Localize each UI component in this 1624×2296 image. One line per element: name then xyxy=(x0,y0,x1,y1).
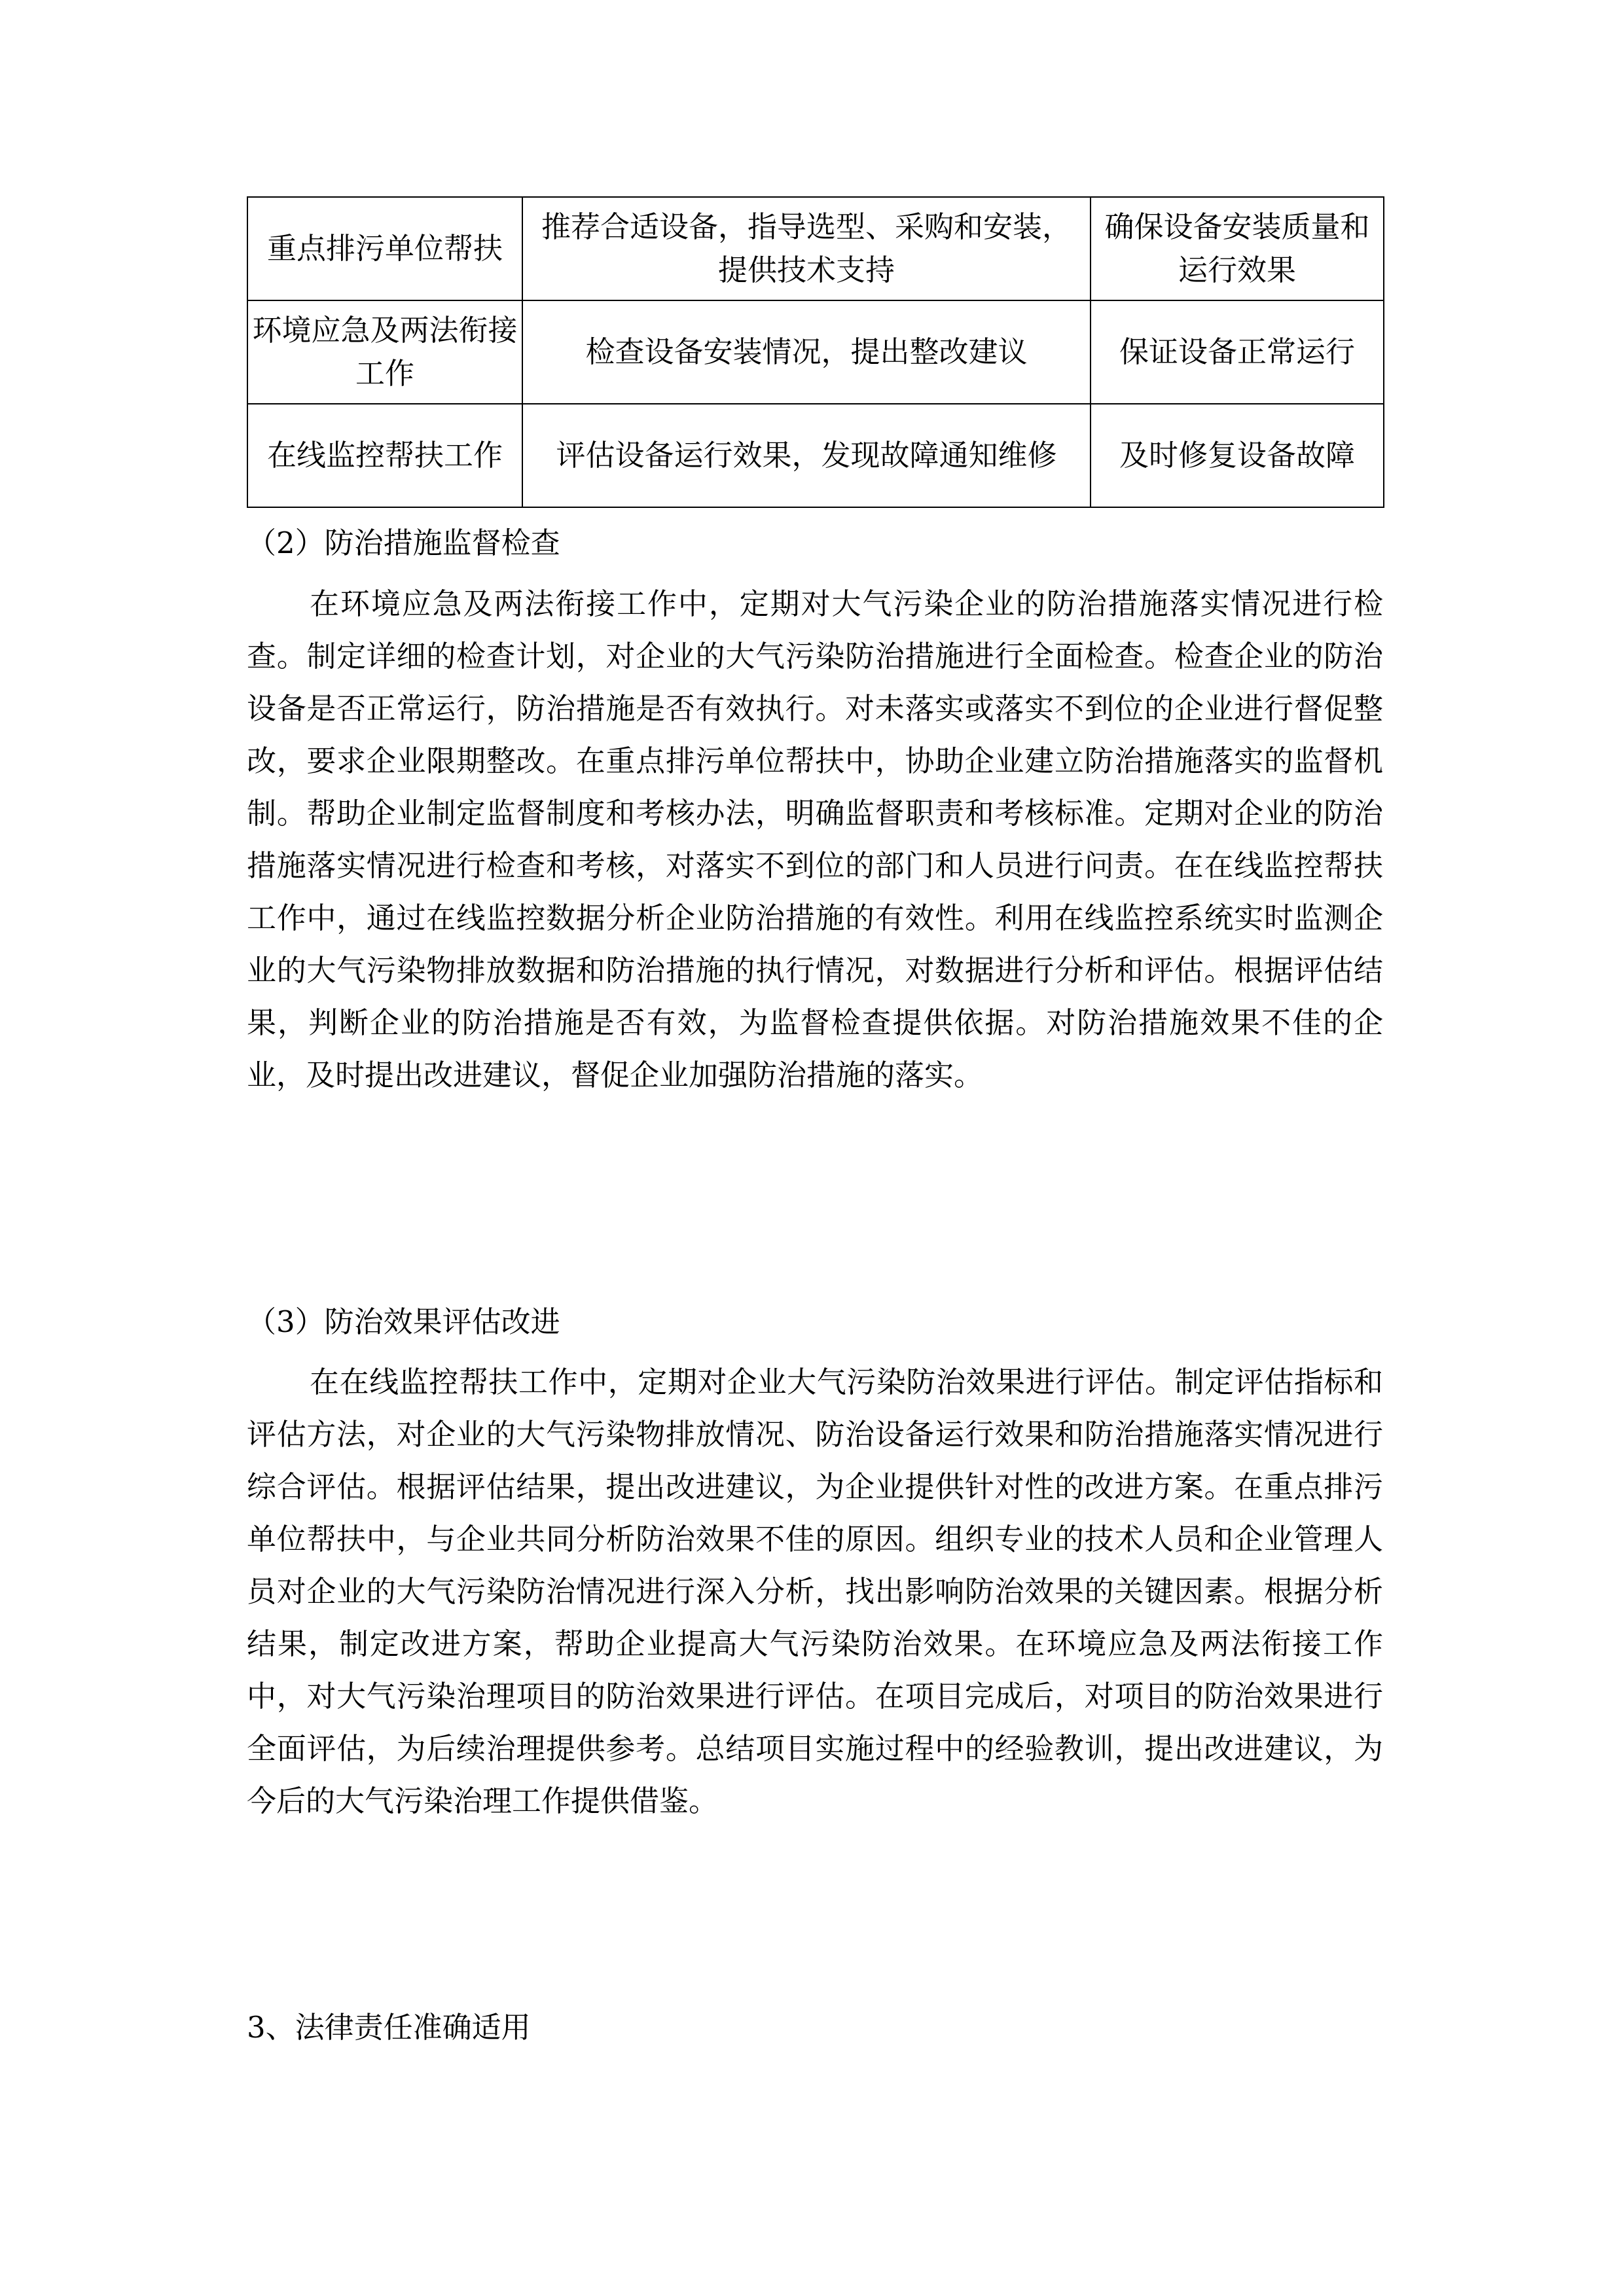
section-body xyxy=(247,578,1383,1102)
table-cell: 在线监控帮扶工作 xyxy=(247,404,522,507)
section-heading: （2）防治措施监督检查 xyxy=(247,526,560,560)
table-row xyxy=(247,197,1384,300)
section-body xyxy=(247,1356,1383,1827)
table-cell: 检查设备安装情况，提出整改建议 xyxy=(522,300,1091,404)
table-cell: 环境应急及两法衔接工作 xyxy=(247,300,522,404)
table-cell: 及时修复设备故障 xyxy=(1091,404,1384,507)
table-cell: 保证设备正常运行 xyxy=(1091,300,1384,404)
section-heading: （3）防治效果评估改进 xyxy=(247,1304,560,1339)
table-row xyxy=(247,404,1384,507)
measures-table xyxy=(247,196,1384,508)
table-cell: 确保设备安装质量和运行效果 xyxy=(1091,197,1384,300)
table-row xyxy=(247,300,1384,404)
paragraph: 在在线监控帮扶工作中，定期对企业大气污染防治效果进行评估。制定评估指标和评估方法，对企业的大气污染物排放情况、防治设备运行效果和防治措施落实情况进行综合评估。根据评估结果，提出改进建议，为企业提供针对性的改进方案。在重点排污单位帮扶中，与企业共同分析防治效果不佳的原因。组织专业的技术人员和企业管理人员对企业的大气污染防治情况进行深入分析，找出影响防治效果的关键因素。根据分析结果，制定改进方案，帮助企业提高大气污染防治效果。在环境应急及两法衔接工作中，对大气污染治理项目的防治效果进行评估。在项目完成后，对项目的防治效果进行全面评估，为后续治理提供参考。总结项目实施过程中的经验教训，提出改进建议，为今后的大气污染治理工作提供借鉴。 xyxy=(247,1365,1383,1818)
section-heading: 3、法律责任准确适用 xyxy=(247,2010,531,2045)
table-cell: 评估设备运行效果，发现故障通知维修 xyxy=(522,404,1091,507)
table-cell: 重点排污单位帮扶 xyxy=(247,197,522,300)
paragraph: 在环境应急及两法衔接工作中，定期对大气污染企业的防治措施落实情况进行检查。制定详细的检查计划，对企业的大气污染防治措施进行全面检查。检查企业的防治设备是否正常运行，防治措施是否有效执行。对未落实或落实不到位的企业进行督促整改，要求企业限期整改。在重点排污单位帮扶中，协助企业建立防治措施落实的监督机制。帮助企业制定监督制度和考核办法，明确监督职责和考核标准。定期对企业的防治措施落实情况进行检查和考核，对落实不到位的部门和人员进行问责。在在线监控帮扶工作中，通过在线监控数据分析企业防治措施的有效性。利用在线监控系统实时监测企业的大气污染物排放数据和防治措施的执行情况，对数据进行分析和评估。根据评估结果，判断企业的防治措施是否有效，为监督检查提供依据。对防治措施效果不佳的企业，及时提出改进建议，督促企业加强防治措施的落实。 xyxy=(247,586,1383,1092)
table-cell: 推荐合适设备，指导选型、采购和安装，提供技术支持 xyxy=(522,197,1091,300)
